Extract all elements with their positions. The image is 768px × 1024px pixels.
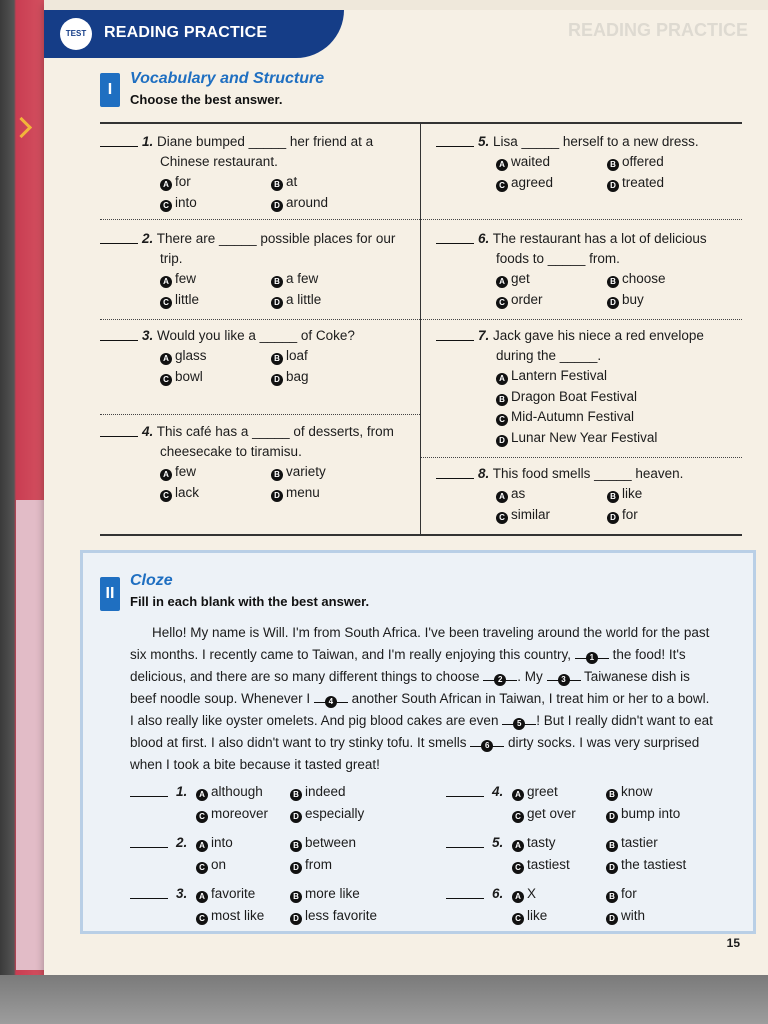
option-text: with [621,908,646,923]
option-letter-icon: A [196,789,208,801]
question-number: 6. [478,231,490,246]
option-letter-icon: A [496,159,508,171]
question-number: 1. [176,784,188,799]
question [142,422,394,442]
question-text: There are _____ possible places for our [156,231,396,246]
option-c[interactable] [512,855,570,875]
option-letter-icon: B [271,276,283,288]
option-letter-icon: D [607,297,619,309]
answer-blank[interactable] [100,422,138,440]
question-text: Jack gave his niece a red envelope [493,328,704,343]
option-text: favorite [211,886,256,901]
option-text: around [286,194,329,210]
option-a[interactable] [160,172,191,192]
question-text: during the _____. [496,348,602,363]
option-a[interactable] [512,884,536,904]
option-letter-icon: B [607,159,619,171]
option-letter-icon: D [271,374,283,386]
question-number: 2. [176,835,188,850]
option-text: greet [527,784,558,799]
option-a[interactable] [196,782,263,802]
option-text: little [175,291,200,307]
option-b[interactable] [271,172,297,192]
option-text: a little [286,291,322,307]
option-a[interactable] [196,833,233,853]
question-number: 4. [142,424,154,439]
question-text: cheesecake to tiramisu. [160,444,302,459]
option-letter-icon: C [496,512,508,524]
option-b[interactable] [271,269,318,289]
blank-3[interactable]: 3 [547,666,581,681]
option-b[interactable] [290,884,360,904]
option-text: know [621,784,653,799]
option-letter-icon: B [496,394,508,406]
option-text: loaf [286,348,308,363]
option-text: the tastiest [621,857,687,872]
option-text: buy [622,291,644,307]
option-d[interactable] [607,173,664,193]
option-text: get over [527,806,576,821]
option-text: tastier [621,835,658,850]
option-letter-icon: D [496,435,508,447]
option-letter-icon: B [607,491,619,503]
passage-line: blood at first. I also didn't want to try stinky tofu. It smells 6 dirty socks. I was very surprised [130,732,730,754]
option-letter-icon: C [160,200,172,212]
option-letter-icon: C [196,862,208,874]
option-text: more like [305,886,360,901]
question [478,326,704,346]
answer-blank[interactable] [130,833,168,854]
question-text: Would you like a _____ of Coke? [157,328,355,343]
option-letter-icon: C [512,913,524,925]
option-text: moreover [211,806,269,821]
option-text: X [527,886,537,901]
answer-blank[interactable] [446,782,484,803]
option-c[interactable] [512,804,576,824]
option-text: especially [305,806,365,821]
option-text: like [527,908,548,923]
option-text: waited [511,154,551,169]
option-text: although [211,784,263,799]
option-letter-icon: C [496,180,508,192]
option-letter-icon: C [512,862,524,874]
option-d[interactable] [606,906,645,926]
option-c[interactable] [196,906,264,926]
header-banner [44,10,344,58]
option-letter-icon: D [271,200,283,212]
page-number: 15 [726,936,740,950]
answer-blank[interactable] [100,326,138,344]
option-text: lack [175,484,200,500]
question-text: Lisa _____ herself to a new dress. [493,134,699,149]
option-letter-icon: A [512,840,524,852]
option-b[interactable] [496,387,637,407]
option-letter-icon: C [160,374,172,386]
question [478,132,699,152]
option-letter-icon: D [607,512,619,524]
option-text: between [305,835,357,850]
blank-4[interactable]: 4 [314,688,348,703]
option-text: agreed [511,174,554,190]
option-letter-icon: A [512,891,524,903]
question [142,326,355,346]
option-b[interactable] [290,833,356,853]
option-letter-icon: C [196,913,208,925]
option-text: menu [286,484,320,500]
option-text: bowl [175,368,203,384]
question-number: 5. [492,835,504,850]
passage-line: six months. I recently came to Taiwan, and I'm really enjoying this country, 1 the food! It's [130,644,730,666]
option-d[interactable] [606,855,686,875]
question [478,229,707,249]
option-text: less favorite [305,908,378,923]
option-a[interactable] [512,833,556,853]
option-text: treated [622,174,665,190]
question-number: 2. [142,231,154,246]
answer-blank[interactable] [436,464,474,482]
option-letter-icon: A [496,491,508,503]
option-letter-icon: B [290,891,302,903]
option-letter-icon: D [290,811,302,823]
option-text: tasty [527,835,556,850]
option-text: bag [286,368,309,384]
option-letter-icon: C [160,490,172,502]
passage-line: delicious, and there are so many different things to choose 2 . My 3 Taiwanese dish is [130,666,730,688]
option-letter-icon: B [290,840,302,852]
option-text: choose [622,271,666,286]
option-a[interactable] [496,484,525,504]
option-b[interactable] [606,884,637,904]
test-logo-icon: TEST [60,18,92,50]
cloze-passage [130,622,730,776]
answer-blank[interactable] [436,132,474,150]
option-a[interactable] [160,462,196,482]
question-number: 1. [142,134,154,149]
workbook-page [44,0,768,975]
option-b[interactable] [607,269,666,289]
option-letter-icon: A [160,353,172,365]
option-letter-icon: B [271,179,283,191]
option-a[interactable] [196,884,255,904]
option-letter-icon: A [512,789,524,801]
option-c[interactable] [512,906,547,926]
option-letter-icon: D [607,180,619,192]
question-number: 8. [478,466,490,481]
question-number: 5. [478,134,490,149]
option-b[interactable] [606,782,653,802]
option-b[interactable] [290,782,346,802]
option-d[interactable] [496,428,657,448]
option-c[interactable] [496,407,634,427]
option-letter-icon: B [606,840,618,852]
option-a[interactable] [496,269,530,289]
option-c[interactable] [160,193,197,213]
option-text: indeed [305,784,346,799]
option-text: most like [211,908,265,923]
bleed-through-title: READING PRACTICE [567,20,748,40]
option-text: Lantern Festival [511,368,608,383]
page-shadow [0,975,768,1024]
option-c[interactable] [160,290,199,310]
option-text: Mid-Autumn Festival [511,409,635,424]
answer-blank[interactable] [436,326,474,344]
option-d[interactable] [271,193,328,213]
passage-line: I also really like oyster omelets. And pig blood cakes are even 5 ! But I really didn't want to eat [130,710,730,732]
option-letter-icon: C [496,414,508,426]
option-text: like [622,486,643,501]
option-letter-icon: D [290,913,302,925]
option-letter-icon: A [160,469,172,481]
option-letter-icon: B [271,353,283,365]
question-number: 7. [478,328,490,343]
option-d[interactable] [606,804,680,824]
answer-blank[interactable] [100,132,138,150]
spine-tab [16,500,44,970]
answer-blank[interactable] [436,229,474,247]
section-title: Cloze [130,572,173,589]
option-letter-icon: D [271,297,283,309]
question [142,132,373,152]
answer-blank[interactable] [446,833,484,854]
option-text: glass [175,348,207,363]
option-d[interactable] [607,505,638,525]
option-text: for [622,506,638,522]
option-b[interactable] [271,346,308,366]
option-text: for [621,886,637,901]
section-instructions: Choose the best answer. [130,92,283,107]
passage-line: Hello! My name is Will. I'm from South Africa. I've been traveling around the world for the past [152,625,710,640]
option-letter-icon: A [160,179,172,191]
option-text: offered [622,154,664,169]
option-a[interactable] [496,152,550,172]
section-number: II [100,577,120,611]
option-text: few [175,271,197,286]
question [478,464,683,484]
option-b[interactable] [607,484,642,504]
section-title: Vocabulary and Structure [130,70,325,87]
option-c[interactable] [496,505,550,525]
option-text: into [211,835,233,850]
question-text: The restaurant has a lot of delicious [492,231,707,246]
section-number: I [100,73,120,107]
option-c[interactable] [196,855,226,875]
option-text: bump into [621,806,681,821]
option-letter-icon: C [496,297,508,309]
answer-blank[interactable] [130,884,168,905]
answer-blank[interactable] [446,884,484,905]
option-c[interactable] [160,367,203,387]
option-b[interactable] [606,833,658,853]
option-text: few [175,464,197,479]
answer-blank[interactable] [130,782,168,803]
option-b[interactable] [607,152,664,172]
question-text: Chinese restaurant. [160,154,278,169]
option-text: for [175,174,191,189]
option-text: tastiest [527,857,570,872]
option-d[interactable] [271,483,320,503]
blank-6[interactable]: 6 [470,732,504,747]
page-title: READING PRACTICE [104,24,268,41]
option-d[interactable] [607,290,644,310]
option-letter-icon: D [606,913,618,925]
option-letter-icon: A [496,373,508,385]
option-letter-icon: A [196,891,208,903]
option-letter-icon: B [606,891,618,903]
option-letter-icon: B [290,789,302,801]
option-text: at [286,174,298,189]
option-text: Lunar New Year Festival [511,429,658,445]
question-number: 6. [492,886,504,901]
option-letter-icon: C [512,811,524,823]
option-letter-icon: D [606,862,618,874]
question-text: This café has a _____ of desserts, from [156,424,394,439]
option-text: Dragon Boat Festival [511,388,638,404]
option-letter-icon: D [290,862,302,874]
blank-5[interactable]: 5 [502,710,536,725]
question-number: 3. [176,886,188,901]
option-letter-icon: A [496,276,508,288]
blank-2[interactable]: 2 [483,666,517,681]
option-c[interactable] [160,483,199,503]
question-text: foods to _____ from. [496,251,620,266]
option-letter-icon: D [606,811,618,823]
option-text: variety [286,464,326,479]
question [142,229,395,249]
option-letter-icon: B [606,789,618,801]
option-b[interactable] [271,462,326,482]
blank-1[interactable]: 1 [575,644,609,659]
option-letter-icon: D [271,490,283,502]
option-a[interactable] [496,366,607,386]
option-a[interactable] [160,269,196,289]
passage-line: when I took a bite because it tasted great! [130,757,380,772]
question-number: 3. [142,328,154,343]
option-text: from [305,857,332,872]
question-text: This food smells _____ heaven. [492,466,684,481]
option-letter-icon: B [271,469,283,481]
option-text: as [511,486,526,501]
option-d[interactable] [290,804,364,824]
option-c[interactable] [496,290,543,310]
option-letter-icon: C [160,297,172,309]
option-text: similar [511,506,550,522]
option-d[interactable] [271,290,321,310]
option-letter-icon: A [160,276,172,288]
option-a[interactable] [512,782,558,802]
option-letter-icon: A [196,840,208,852]
answer-blank[interactable] [100,229,138,247]
option-letter-icon: B [607,276,619,288]
option-a[interactable] [160,346,207,366]
option-text: into [175,194,197,210]
option-d[interactable] [290,906,377,926]
option-c[interactable] [196,804,268,824]
option-text: a few [286,271,319,286]
option-text: order [511,291,543,307]
option-d[interactable] [290,855,332,875]
option-c[interactable] [496,173,553,193]
option-letter-icon: C [196,811,208,823]
option-d[interactable] [271,367,309,387]
passage-line: beef noodle soup. Whenever I 4 another South African in Taiwan, I treat him or her to a bowl. [130,688,730,710]
question-text: Diane bumped _____ her friend at a [157,134,374,149]
question-number: 4. [492,784,504,799]
question-text: trip. [160,251,183,266]
option-text: on [211,857,227,872]
option-text: get [511,271,530,286]
section-instructions: Fill in each blank with the best answer. [130,594,370,609]
